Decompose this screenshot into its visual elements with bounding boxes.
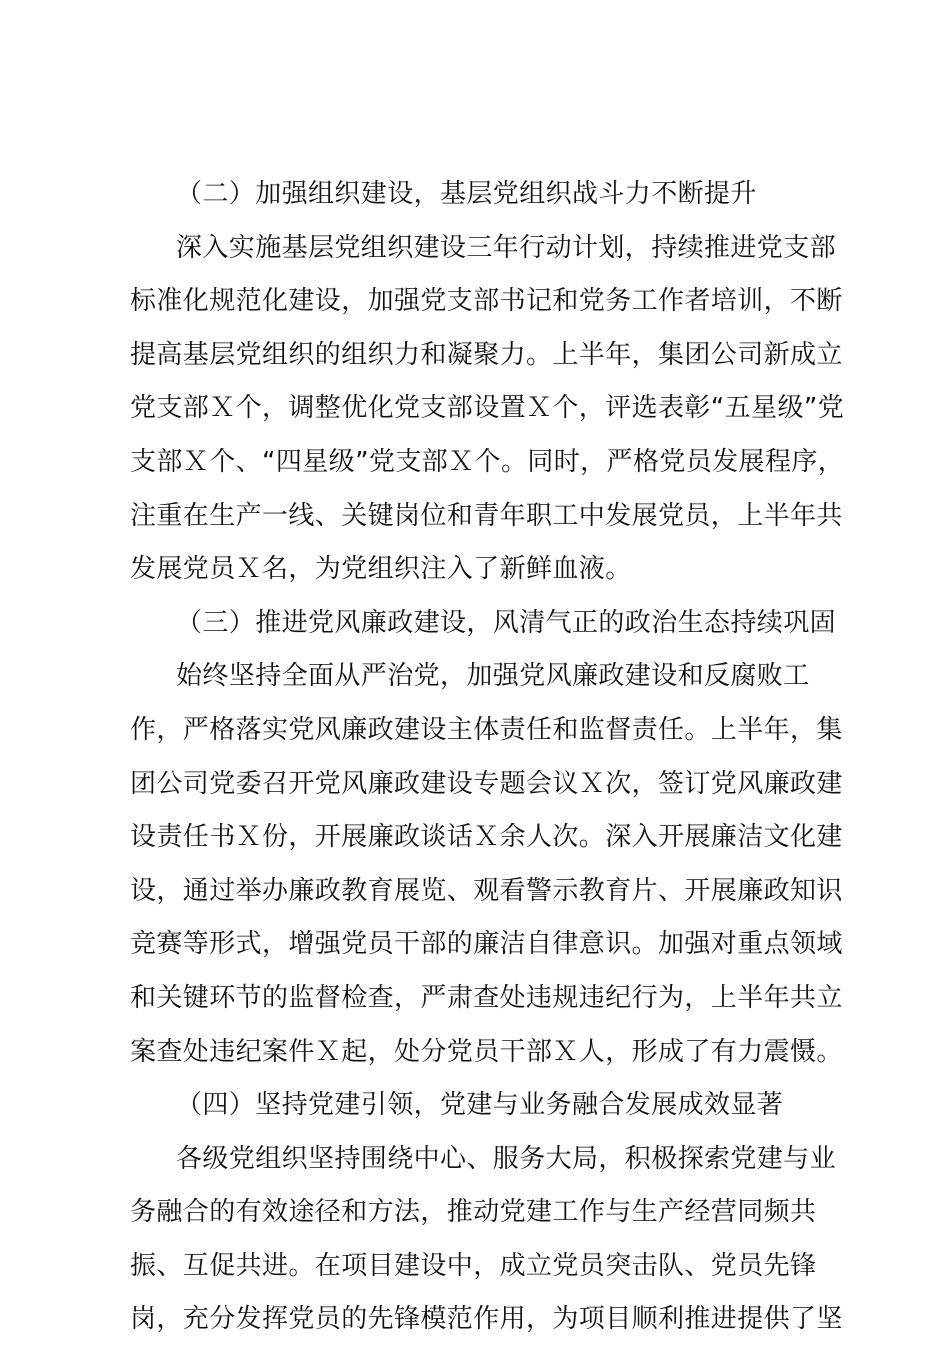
paragraph-line: 发展党员Ｘ名，为党组织注入了新鲜血液。 <box>130 554 632 585</box>
paragraph-line: 作，严格落实党风廉政建设主体责任和监督责任。上半年，集 <box>130 714 843 745</box>
paragraph-line: 提高基层党组织的组织力和凝聚力。上半年，集团公司新成立 <box>130 339 843 370</box>
paragraph-line: 团公司党委召开党风廉政建设专题会议Ｘ次，签订党风廉政建 <box>130 768 843 799</box>
section-heading-2: （二）加强组织建设，基层党组织战斗力不断提升 <box>176 179 757 209</box>
section-heading-4: （四）坚持党建引领，党建与业务融合发展成效显著 <box>176 1090 784 1121</box>
paragraph-line: 设，通过举办廉政教育展览、观看警示教育片、开展廉政知识 <box>130 875 843 906</box>
paragraph-line: 竞赛等形式，增强党员干部的廉洁自律意识。加强对重点领域 <box>130 929 843 960</box>
paragraph-line: 始终坚持全面从严治党，加强党风廉政建设和反腐败工 <box>176 661 810 692</box>
paragraph-line: 案查处违纪案件Ｘ起，处分党员干部Ｘ人，形成了有力震慑。 <box>130 1036 843 1067</box>
paragraph-line: 和关键环节的监督检查，严肃查处违规违纪行为，上半年共立 <box>130 982 843 1013</box>
paragraph-line: 岗，充分发挥党员的先锋模范作用，为项目顺利推进提供了坚 <box>130 1304 843 1335</box>
paragraph-line: 党支部Ｘ个，调整优化党支部设置Ｘ个，评选表彰“五星级”党 <box>130 393 845 424</box>
paragraph-line: 注重在生产一线、关键岗位和青年职工中发展党员，上半年共 <box>130 500 843 531</box>
document-body <box>130 168 845 1347</box>
paragraph-line: 振、互促共进。在项目建设中，成立党员突击队、党员先锋 <box>130 1250 817 1281</box>
paragraph-line: 深入实施基层党组织建设三年行动计划，持续推进党支部 <box>176 232 837 263</box>
paragraph-line: 标准化规范化建设，加强党支部书记和党务工作者培训，不断 <box>130 286 843 317</box>
paragraph-line: 各级党组织坚持围绕中心、服务大局，积极探索党建与业 <box>176 1143 837 1174</box>
section-heading-3: （三）推进党风廉政建设，风清气正的政治生态持续巩固 <box>176 607 837 638</box>
paragraph-line: 务融合的有效途径和方法，推动党建工作与生产经营同频共 <box>130 1197 817 1228</box>
paragraph-line: 设责任书Ｘ份，开展廉政谈话Ｘ余人次。深入开展廉洁文化建 <box>130 822 843 853</box>
paragraph-line: 支部Ｘ个、“四星级”党支部Ｘ个。同时，严格党员发展程序， <box>130 446 845 477</box>
